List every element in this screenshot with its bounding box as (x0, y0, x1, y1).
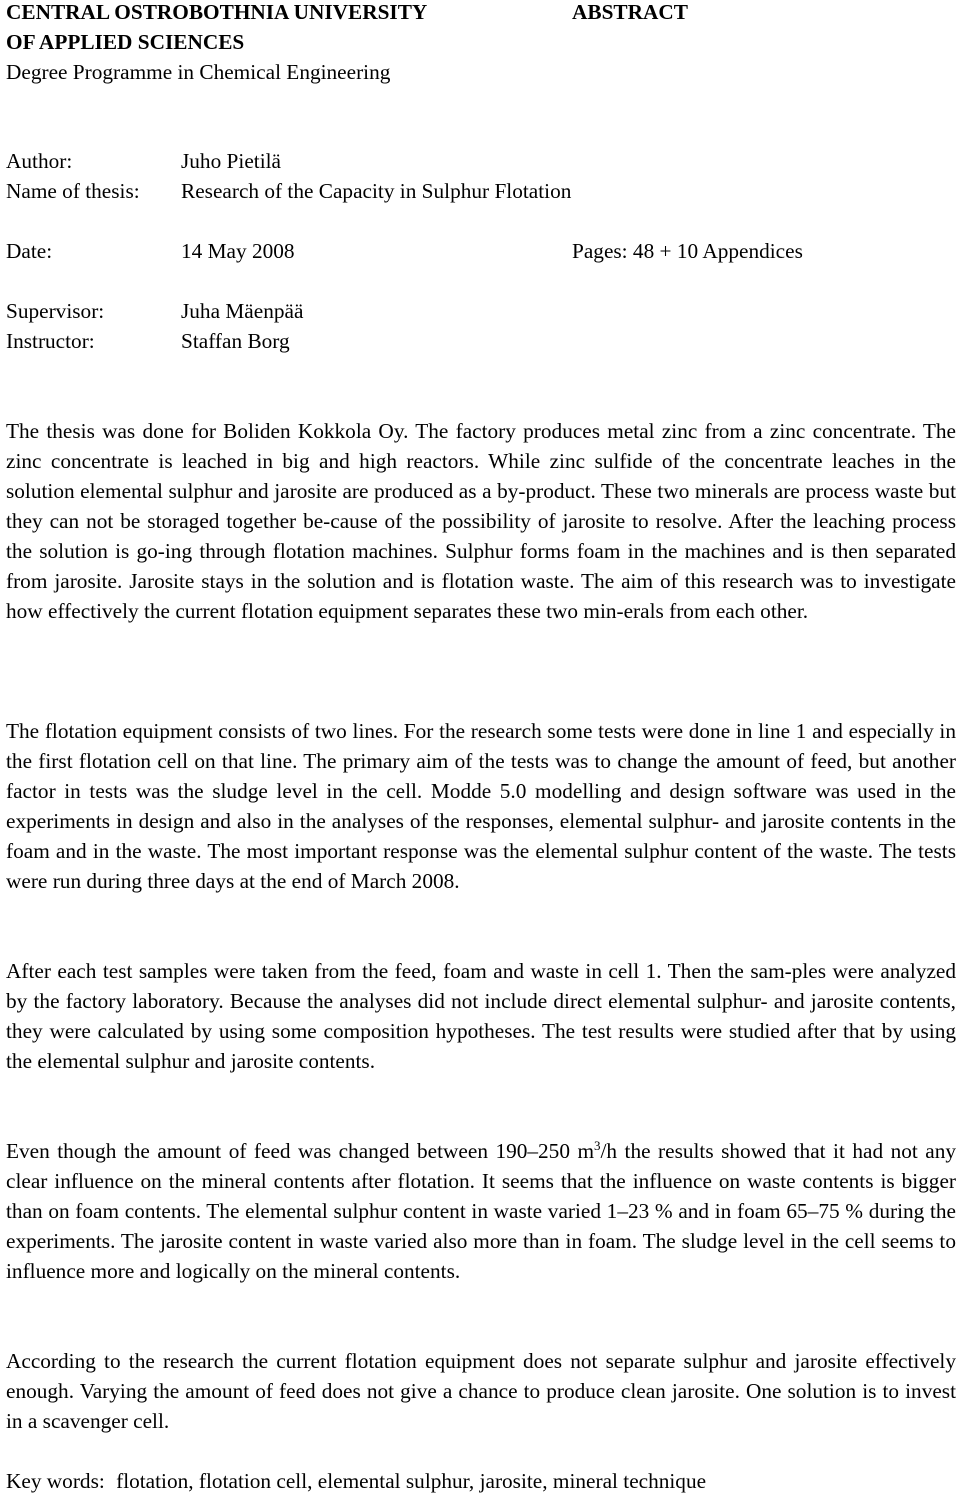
paragraph-4-text-end: /h the results showed that it had not any clear influence on the mineral contents after flotation. It seems that the influence on waste contents is bigger than on foam contents. The elemental sulphur content in waste varied 1–23 % and in foam 65–75 % during the experiments. The jarosite content in waste varied also more than in foam. The sludge level in the cell seems to influence more and logically on the mineral contents. (6, 1139, 956, 1283)
abstract-paragraph-5: According to the research the current flotation equipment does not separate sulphur and jarosite effectively enough. Varying the amount of feed does not give a chance to produce clean jarosite. One solution is to invest in a scavenger cell. (6, 1349, 956, 1433)
degree-programme: Degree Programme in Chemical Engineering (6, 60, 391, 84)
page-count: Pages: 48 + 10 Appendices (572, 239, 803, 263)
instructor-value: Staffan Borg (181, 329, 290, 353)
abstract-paragraph-2: The flotation equipment consists of two lines. For the research some tests were done in line 1 and especially in the first flotation cell on that line. The primary aim of the tests was to change the amount of feed, but another factor in tests was the sludge level in the cell. Modde 5.0 modelling and design software was used in the experiments in design and also in the analyses of the responses, elemental sulphur- and jarosite contents in the foam and in the waste. The most important response was the elemental sulphur content of the waste. The tests were run during three days at the end of March 2008. (6, 719, 956, 893)
thesis-name-label: Name of thesis: (6, 179, 140, 203)
supervisor-label: Supervisor: (6, 299, 105, 323)
abstract-paragraph-1: The thesis was done for Boliden Kokkola Oy. The factory produces metal zinc from a zinc concentrate. The zinc concentrate is leached in big and high reactors. While zinc sulfide of the concentrate leaches in the solution elemental sulphur and jarosite are produced as a by-product. These two minerals are process waste but they can not be storaged together be-cause of the possibility of jarosite to resolve. After the leaching process the solution is go-ing through flotation machines. Sulphur forms foam in the machines and is then separated from jarosite. Jarosite stays in the solution and is flotation waste. The aim of this research was to investigate how effectively the current flotation equipment separates these two min-erals from each other. (6, 419, 956, 623)
thesis-name-value: Research of the Capacity in Sulphur Flotation (181, 179, 572, 203)
abstract-paragraph-3: After each test samples were taken from the feed, foam and waste in cell 1. Then the sam-ples were analyzed by the factory laboratory. Because the analyses did not include direct elemental sulphur- and jarosite contents, they were calculated by using some composition hypotheses. The test results were studied after that by using the elemental sulphur and jarosite contents. (6, 959, 956, 1073)
university-line-2: OF APPLIED SCIENCES (6, 30, 245, 54)
university-name (6, 0, 427, 57)
author-value: Juho Pietilä (181, 149, 281, 173)
keywords-value: flotation, flotation cell, elemental sulphur, jarosite, mineral technique (116, 1469, 707, 1493)
date-value: 14 May 2008 (181, 239, 295, 263)
date-label: Date: (6, 239, 53, 263)
abstract-paragraph-4 (6, 1136, 956, 1286)
keywords (6, 1466, 706, 1496)
paragraph-4-text-start: Even though the amount of feed was changed between 190–250 m (6, 1139, 595, 1163)
university-line-1: CENTRAL OSTROBOTHNIA UNIVERSITY (6, 0, 428, 24)
instructor-label: Instructor: (6, 329, 95, 353)
keywords-label: Key words: (6, 1469, 105, 1493)
supervisor-value: Juha Mäenpää (181, 299, 304, 323)
author-label: Author: (6, 149, 73, 173)
document-type: ABSTRACT (572, 0, 688, 24)
cubic-superscript: 3 (594, 1138, 601, 1153)
